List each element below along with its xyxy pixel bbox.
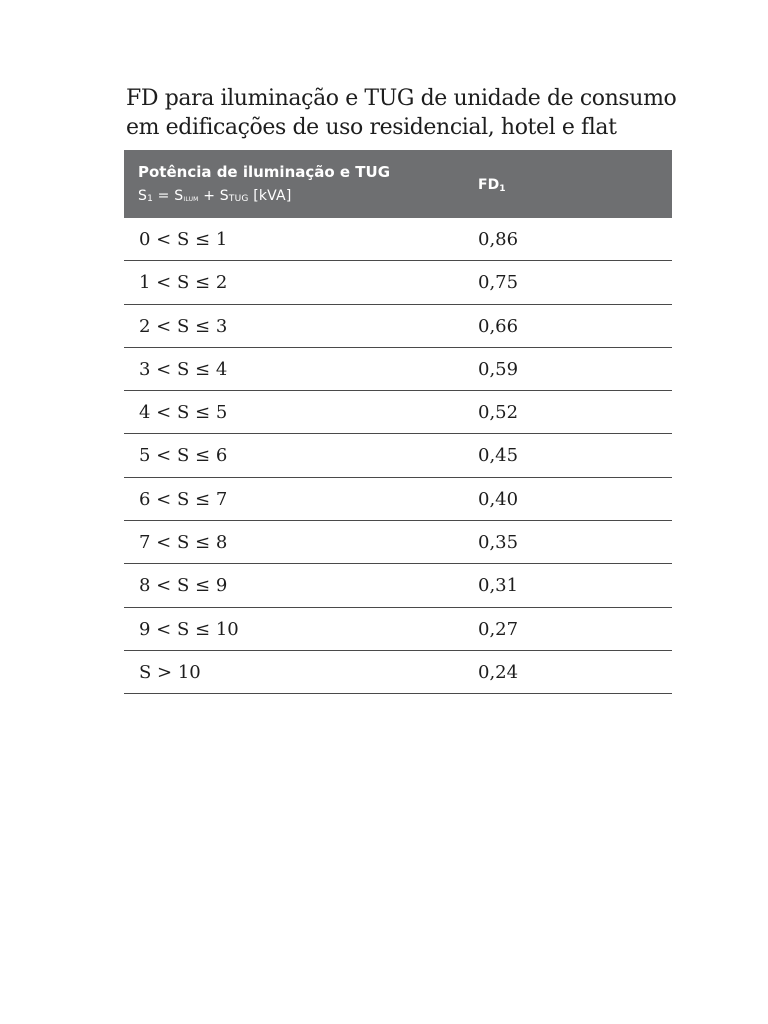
fd-cell: 0,27 [478, 618, 519, 640]
fd-cell: 0,45 [478, 445, 519, 467]
fd-cell: 0,86 [478, 229, 519, 250]
formula-s-sub: 1 [147, 194, 154, 204]
fd-cell: 0,40 [478, 488, 519, 510]
formula-s-ilum-sub: ilum [183, 194, 199, 204]
table-row [124, 218, 672, 261]
formula-equals: = [153, 188, 175, 204]
fd-cell: 0,59 [478, 358, 519, 380]
table-header [124, 150, 672, 218]
table-row [124, 305, 672, 348]
table-row [124, 651, 672, 694]
header-fd-column [478, 176, 505, 196]
fd-cell: 0,52 [478, 402, 519, 424]
header-fd-sub: 1 [499, 184, 506, 194]
title-line-1: FD para iluminação e TUG de unidade de consumo [126, 86, 677, 111]
range-cell: S > 10 [139, 661, 201, 683]
range-cell: 7 < S ≤ 8 [139, 532, 228, 554]
title-line-2: em edificações de uso residencial, hotel e flat [126, 115, 617, 140]
formula-s-tug-sub: TUG [228, 194, 249, 204]
range-cell: 6 < S ≤ 7 [139, 488, 228, 510]
fd-table [124, 150, 672, 694]
fd-cell: 0,66 [478, 315, 519, 337]
formula-s-tug: S [219, 188, 229, 204]
range-cell: 1 < S ≤ 2 [139, 272, 228, 294]
range-cell: 9 < S ≤ 10 [139, 618, 239, 640]
range-cell: 4 < S ≤ 5 [139, 402, 228, 424]
formula-s: S [138, 188, 148, 204]
header-power-formula [138, 184, 390, 210]
formula-plus: + [198, 188, 220, 204]
header-fd-label: FD [478, 177, 500, 193]
range-cell: 3 < S ≤ 4 [139, 358, 228, 380]
range-cell: 5 < S ≤ 6 [139, 445, 228, 467]
header-power-label: Potência de iluminação e TUG [138, 163, 391, 181]
table-row [124, 261, 672, 304]
table-body [124, 218, 672, 694]
fd-cell: 0,75 [478, 272, 519, 294]
fd-cell: 0,24 [478, 661, 519, 683]
formula-unit: [kVA] [248, 188, 292, 204]
table-row [124, 434, 672, 477]
table-row [124, 348, 672, 391]
table-row [124, 478, 672, 521]
table-row [124, 391, 672, 434]
formula-s-ilum: S [174, 188, 184, 204]
document [124, 84, 677, 694]
table-row [124, 564, 672, 607]
range-cell: 2 < S ≤ 3 [139, 315, 228, 337]
range-cell: 0 < S ≤ 1 [139, 229, 228, 250]
table-row [124, 608, 672, 651]
range-cell: 8 < S ≤ 9 [139, 575, 228, 597]
table-row [124, 521, 672, 564]
fd-cell: 0,35 [478, 532, 519, 554]
fd-cell: 0,31 [478, 575, 519, 597]
header-power-column [138, 160, 390, 210]
table-title [126, 84, 677, 142]
